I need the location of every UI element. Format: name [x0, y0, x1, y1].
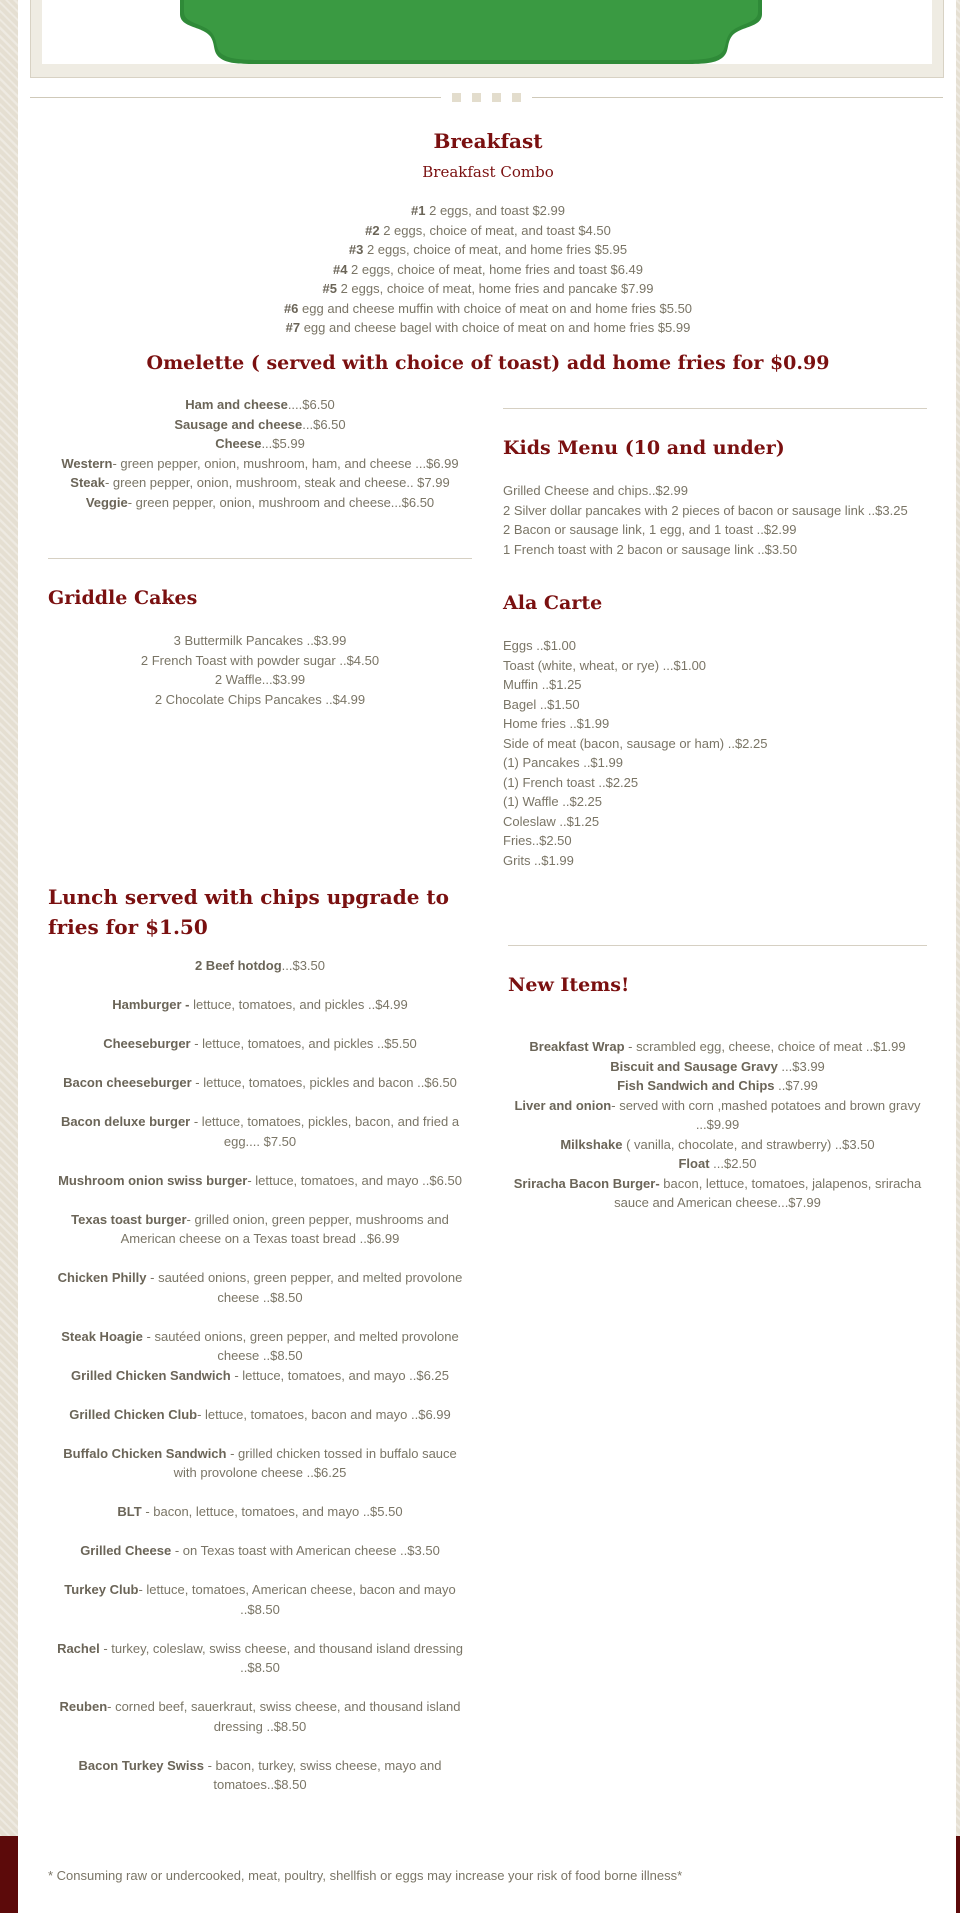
alacarte-item: Side of meat (bacon, sausage or ham) ..$2.25	[503, 735, 768, 751]
food-safety-disclaimer: * Consuming raw or undercooked, meat, poultry, shellfish or eggs may increase your risk of food borne illness*	[48, 1868, 683, 1883]
lunch-item: Grilled Chicken Club- lettuce, tomatoes, bacon and mayo ..$6.99	[69, 1406, 451, 1422]
alacarte-list	[503, 636, 768, 870]
lunch-item: Rachel - turkey, coleslaw, swiss cheese, and thousand island dressing ..$8.50	[57, 1640, 463, 1675]
divider-dot	[452, 93, 461, 102]
alacarte-item: (1) Waffle ..$2.25	[503, 794, 602, 809]
alacarte-item: Muffin ..$1.25	[503, 677, 582, 692]
lunch-item: Chicken Philly - sautéed onions, green pepper, and melted provolone cheese ..$8.50	[57, 1270, 463, 1305]
omelette-title: Omelette ( served with choice of toast) add home fries for $0.99	[146, 352, 830, 374]
combo-item: #7 egg and cheese bagel with choice of meat on and home fries $5.99	[285, 320, 691, 335]
lunch-item: Reuben- corned beef, sauerkraut, swiss cheese, and thousand island dressing ..$8.50	[59, 1699, 461, 1734]
divider-dot	[512, 93, 521, 102]
alacarte-item: Toast (white, wheat, or rye) ...$1.00	[503, 657, 707, 673]
kids-rule	[503, 408, 927, 409]
alacarte-item: Eggs ..$1.00	[503, 638, 576, 653]
alacarte-title: Ala Carte	[503, 592, 603, 614]
new-item: Breakfast Wrap - scrambled egg, cheese, choice of meat ..$1.99	[529, 1039, 906, 1054]
combo-item: #3 2 eggs, choice of meat, and home fries $5.95	[348, 242, 628, 257]
divider-left	[30, 97, 441, 98]
lunch-item: Grilled Cheese - on Texas toast with American cheese ..$3.50	[80, 1543, 440, 1558]
omelette-item: Cheese...$5.99	[215, 436, 305, 451]
lunch-title	[48, 882, 468, 942]
combo-item: #6 egg and cheese muffin with choice of meat on and home fries $5.50	[283, 300, 693, 316]
griddle-item: 2 French Toast with powder sugar ..$4.50	[140, 652, 380, 668]
divider-right	[532, 97, 943, 98]
lunch-item: Turkey Club- lettuce, tomatoes, American cheese, bacon and mayo ..$8.50	[64, 1582, 456, 1617]
alacarte-item: Home fries ..$1.99	[503, 716, 610, 731]
new-item: Fish Sandwich and Chips ..$7.99	[617, 1078, 818, 1093]
kids-item: 2 Silver dollar pancakes with 2 pieces of bacon or sausage link ..$3.25	[503, 502, 908, 518]
combo-item: #2 2 eggs, choice of meat, and toast $4.50	[365, 222, 611, 238]
new-items-title: New Items!	[508, 974, 630, 996]
kids-title: Kids Menu (10 and under)	[503, 437, 785, 459]
griddle-rule	[48, 558, 472, 559]
alacarte-item: (1) Pancakes ..$1.99	[503, 755, 623, 770]
combo-item: #5 2 eggs, choice of meat, home fries and pancake $7.99	[322, 281, 654, 296]
alacarte-item: Coleslaw ..$1.25	[503, 813, 600, 829]
kids-item: Grilled Cheese and chips..$2.99	[503, 483, 689, 498]
new-item: Biscuit and Sausage Gravy ...$3.99	[610, 1058, 825, 1074]
griddle-item: 2 Waffle...$3.99	[214, 672, 306, 687]
lunch-item: Grilled Chicken Sandwich - lettuce, tomatoes, and mayo ..$6.25	[71, 1367, 449, 1383]
combo-item: #1 2 eggs, and toast $2.99	[411, 203, 565, 218]
breakfast-subtitle: Breakfast Combo	[422, 163, 554, 181]
omelette-item: Western- green pepper, onion, mushroom, ham, and cheese ...$6.99	[61, 455, 459, 471]
griddle-item: 2 Chocolate Chips Pancakes ..$4.99	[154, 691, 366, 707]
kids-list	[503, 481, 908, 559]
kids-item: 1 French toast with 2 bacon or sausage link ..$3.50	[503, 541, 798, 557]
griddle-item: 3 Buttermilk Pancakes ..$3.99	[173, 633, 347, 648]
lunch-item: Texas toast burger- grilled onion, green pepper, mushrooms and American cheese on a Texas toast bread ..$6.99	[71, 1211, 449, 1246]
lunch-item: Hamburger - lettuce, tomatoes, and pickles ..$4.99	[112, 997, 408, 1012]
omelette-list	[48, 395, 472, 512]
omelette-item: Steak- green pepper, onion, mushroom, steak and cheese.. $7.99	[70, 475, 450, 490]
new-item: Milkshake ( vanilla, chocolate, and strawberry) ..$3.50	[560, 1136, 875, 1152]
combo-item: #4 2 eggs, choice of meat, home fries and toast $6.49	[332, 261, 644, 277]
lunch-title-line1: Lunch served with chips upgrade to	[48, 885, 449, 909]
lunch-item: Mushroom onion swiss burger- lettuce, tomatoes, and mayo ..$6.50	[58, 1172, 462, 1188]
kids-item: 2 Bacon or sausage link, 1 egg, and 1 toast ..$2.99	[503, 522, 797, 537]
alacarte-item: Fries..$2.50	[503, 833, 572, 848]
lunch-item: Bacon Turkey Swiss - bacon, turkey, swiss cheese, mayo and tomatoes..$8.50	[78, 1757, 442, 1792]
omelette-item: Ham and cheese....$6.50	[185, 397, 335, 412]
logo-plaque	[180, 0, 762, 66]
divider-dot	[492, 93, 501, 102]
omelette-item: Sausage and cheese...$6.50	[174, 416, 346, 432]
griddle-title: Griddle Cakes	[48, 587, 198, 609]
breakfast-title: Breakfast	[433, 129, 543, 153]
lunch-item: Cheeseburger - lettuce, tomatoes, and pickles ..$5.50	[103, 1036, 417, 1051]
breakfast-combo-list	[0, 201, 960, 338]
lunch-item: 2 Beef hotdog...$3.50	[194, 958, 326, 973]
lunch-item: Buffalo Chicken Sandwich - grilled chicken tossed in buffalo sauce with provolone cheese ..$6.25	[63, 1445, 457, 1480]
lunch-title-line2: fries for $1.50	[48, 915, 208, 939]
alacarte-item: (1) French toast ..$2.25	[503, 774, 639, 790]
lunch-item: Bacon cheeseburger - lettuce, tomatoes, pickles and bacon ..$6.50	[63, 1075, 457, 1090]
alacarte-item: Grits ..$1.99	[503, 852, 574, 868]
new-items-list	[508, 1037, 927, 1213]
lunch-item: Bacon deluxe burger - lettuce, tomatoes, pickles, bacon, and fried a egg.... $7.50	[60, 1114, 460, 1149]
lunch-list	[48, 956, 472, 1795]
griddle-list	[48, 631, 472, 709]
alacarte-item: Bagel ..$1.50	[503, 696, 580, 712]
new-item: Float ...$2.50	[678, 1156, 757, 1171]
divider-dot	[472, 93, 481, 102]
new-item: Sriracha Bacon Burger- bacon, lettuce, tomatoes, jalapenos, sriracha sauce and American cheese...$7.99	[513, 1175, 922, 1210]
omelette-item: Veggie- green pepper, onion, mushroom and cheese...$6.50	[85, 494, 435, 510]
lunch-item: Steak Hoagie - sautéed onions, green pepper, and melted provolone cheese ..$8.50	[61, 1328, 459, 1363]
new-items-rule	[508, 945, 927, 946]
lunch-item: BLT - bacon, lettuce, tomatoes, and mayo ..$5.50	[117, 1504, 403, 1519]
new-item: Liver and onion- served with corn ,mashed potatoes and brown gravy ...$9.99	[514, 1097, 921, 1132]
